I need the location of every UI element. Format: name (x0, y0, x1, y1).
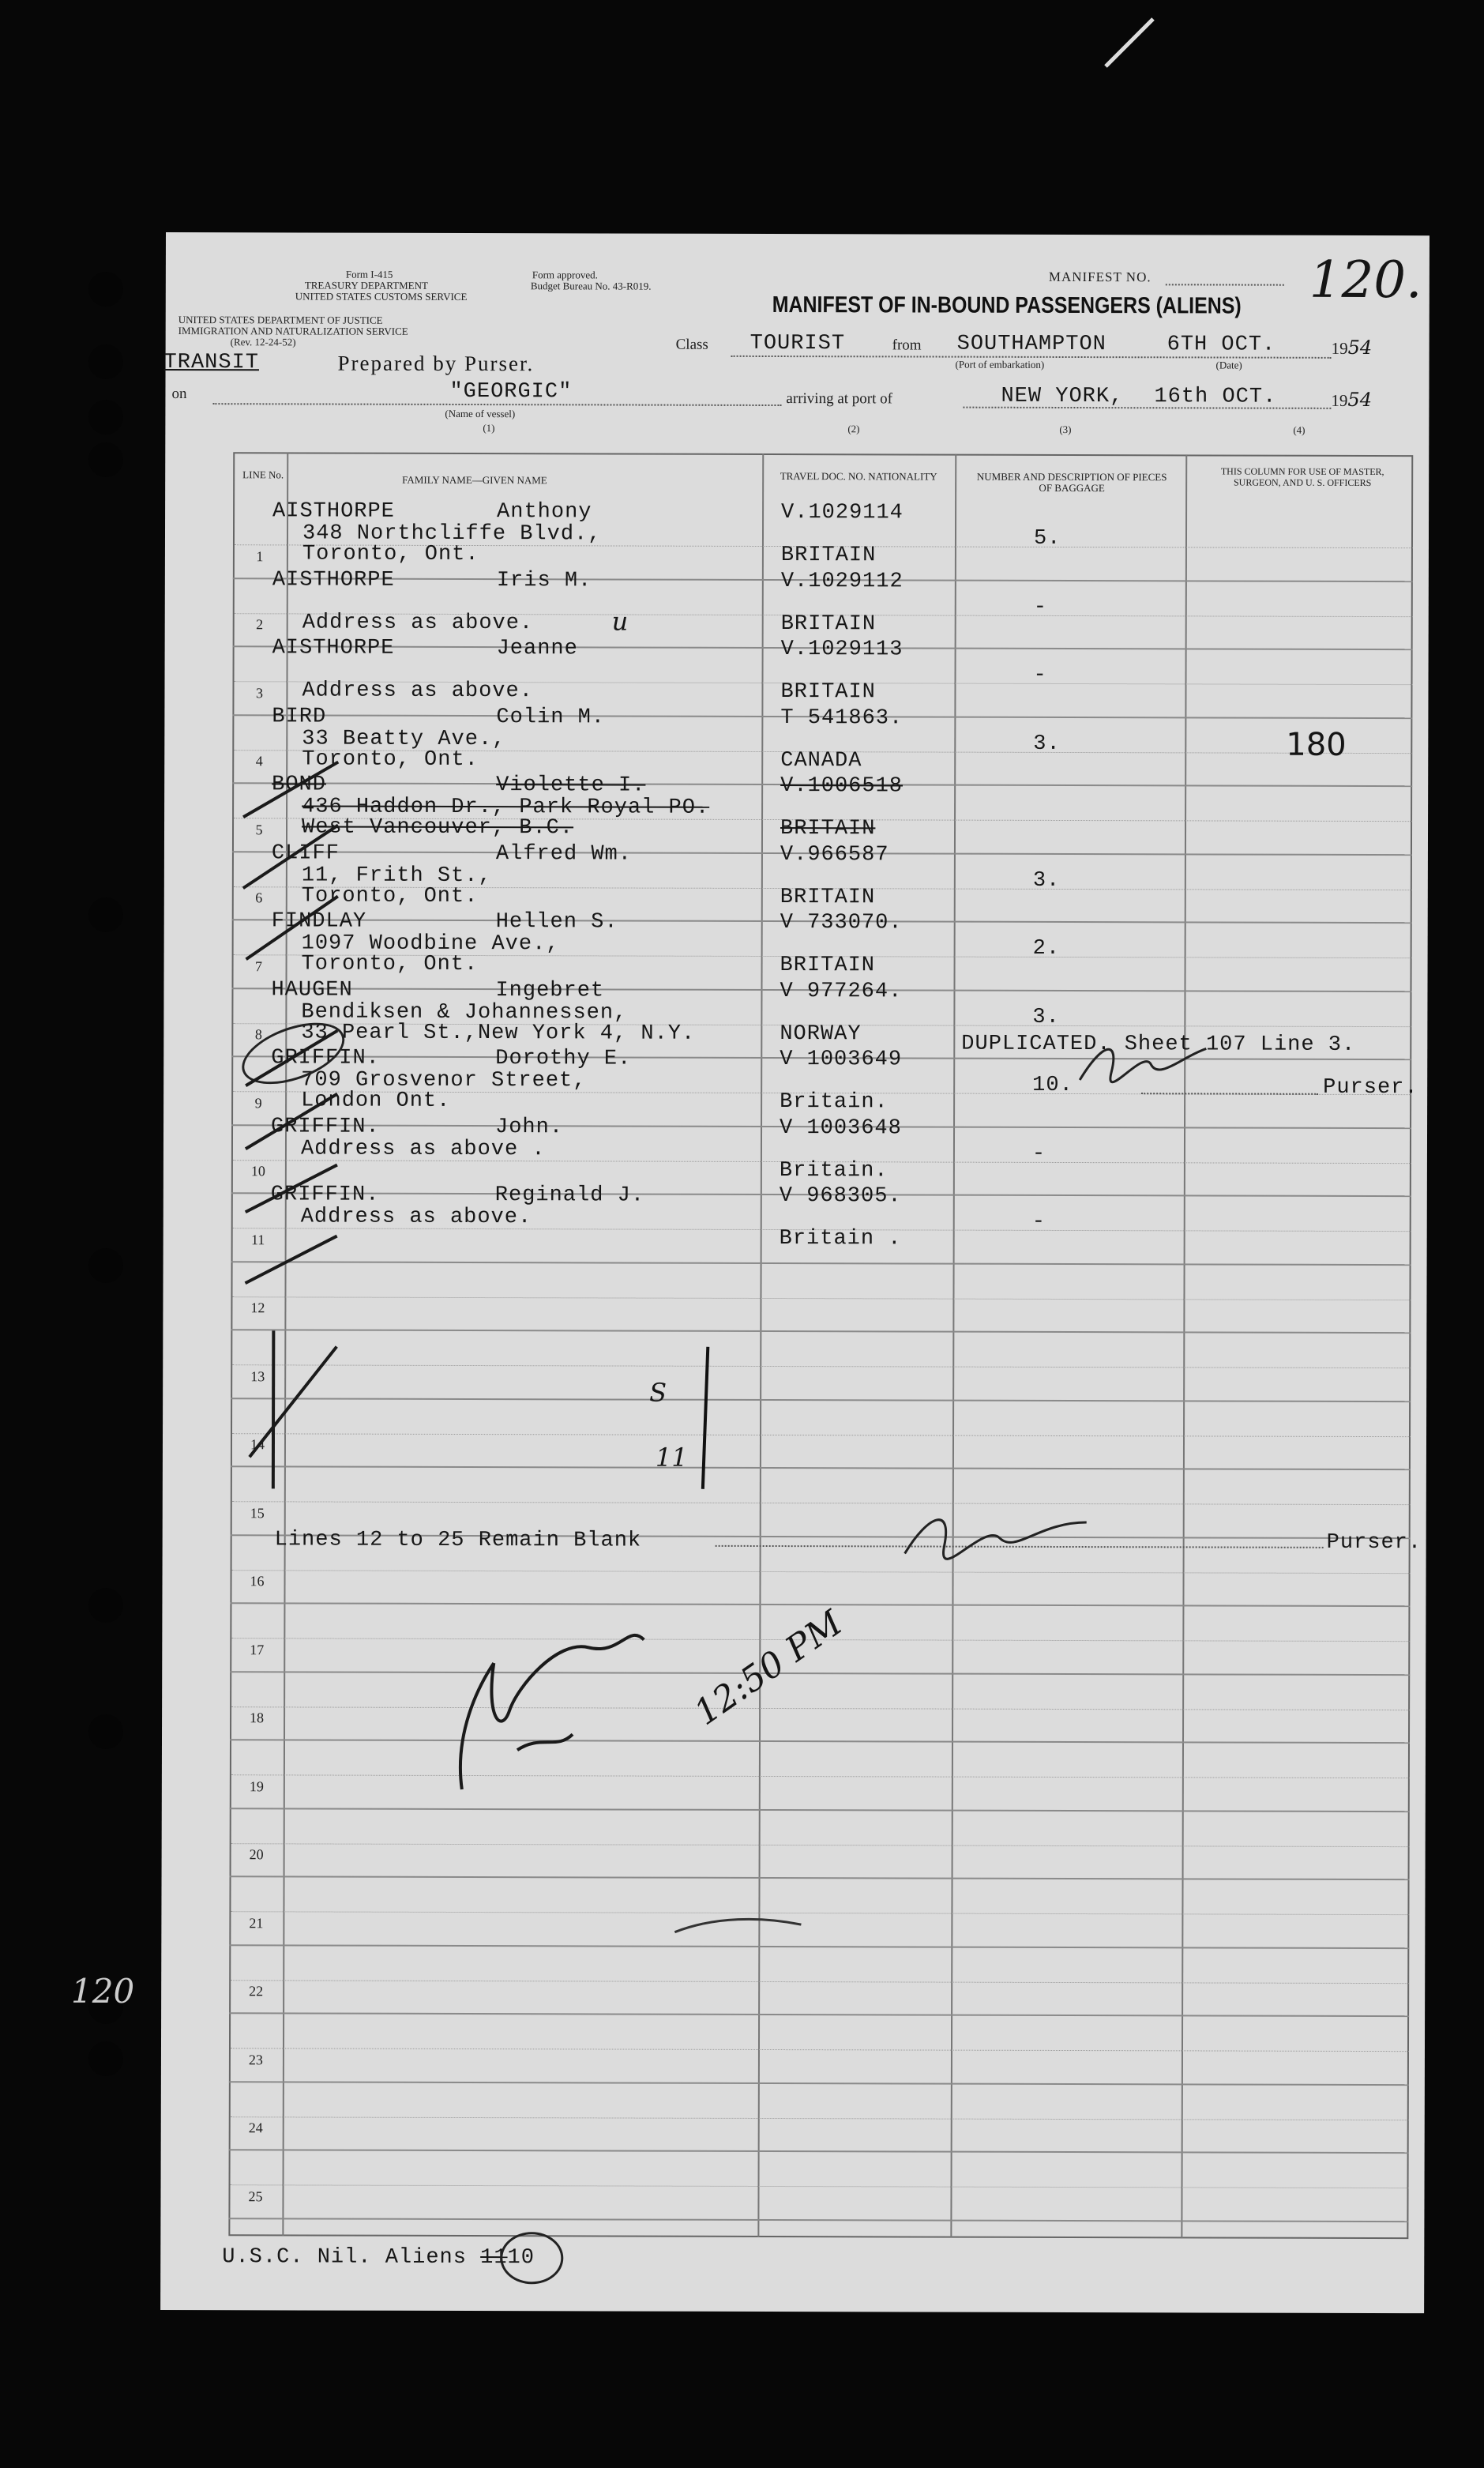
travel-doc: V.1029112 (780, 569, 904, 593)
line-number: 21 (249, 1914, 264, 1931)
blank-lines-note: Lines 12 to 25 Remain Blank (274, 1528, 642, 1553)
address-line: Address as above . (300, 1136, 546, 1161)
travel-doc: V 1003648 (779, 1115, 902, 1140)
arrival-year: 1954 (1331, 388, 1373, 411)
vessel-name: "GEORGIC" (449, 379, 573, 404)
family-name: GRIFFIN. (270, 1114, 380, 1139)
line-number: 7 (255, 957, 263, 974)
blank-purser: Purser. (1326, 1530, 1422, 1556)
address-line: Toronto, Ont. (301, 952, 479, 977)
family-name: GRIFFIN. (270, 1183, 380, 1207)
corner-mark (1098, 11, 1161, 74)
inspector-signature (446, 1592, 684, 1806)
given-name: Colin M. (496, 705, 606, 729)
line-number: 10 (250, 1163, 265, 1179)
family-name: FINDLAY (271, 909, 367, 934)
binder-hole (88, 400, 123, 435)
line-number: 6 (255, 890, 263, 906)
manifest-sheet (160, 232, 1430, 2313)
embark-date: 6TH OCT. (1167, 333, 1276, 357)
given-name: Hellen S. (495, 910, 618, 935)
arriving-label: arriving at port of (786, 390, 893, 408)
duplicated-purser: Purser. (1323, 1075, 1418, 1100)
nationality: BRITAIN (780, 611, 877, 636)
nationality: Britain . (779, 1227, 902, 1251)
address-line: London Ont. (301, 1089, 451, 1113)
family-name: AISTHORPE (272, 567, 395, 593)
line-number: 2 (256, 616, 264, 633)
binder-hole (88, 272, 123, 307)
address-line: 709 Grosvenor Street, (301, 1068, 587, 1093)
travel-doc: V.1006518 (780, 774, 904, 799)
given-name: Jeanne (496, 637, 578, 661)
nationality: Britain. (780, 1090, 889, 1115)
travel-doc: V.1029113 (780, 638, 904, 662)
family-name: HAUGEN (271, 977, 353, 1003)
nationality: BRITAIN (780, 954, 876, 978)
binder-hole (88, 897, 123, 932)
family-name: GRIFFIN. (271, 1046, 380, 1070)
customs-service: UNITED STATES CUSTOMS SERVICE (295, 290, 468, 303)
address-line: 1097 Woodbine Ave., (301, 931, 560, 957)
address-line: 436 Haddon Dr., Park Royal PO. (302, 795, 710, 820)
check-marks (234, 730, 355, 1504)
baggage: - (1033, 663, 1047, 687)
col-officers: THIS COLUMN FOR USE OF MASTER, SURGEON, AND U. S. OFFICERS (1220, 465, 1384, 488)
address-line: Address as above. (300, 1205, 532, 1230)
given-name: Alfred Wm. (495, 841, 633, 867)
hand-initial: u (611, 606, 629, 637)
hand-circle (500, 2232, 563, 2284)
arrival-date: 16th OCT. (1154, 385, 1277, 409)
line-number: 1 (256, 547, 264, 564)
travel-doc: V.1029114 (781, 501, 904, 525)
col-baggage: NUMBER AND DESCRIPTION OF PIECES OF BAGGAGE (976, 470, 1167, 495)
address-line: 33 Pearl St.,New York 4, N.Y. (301, 1020, 696, 1046)
embark-year: 1954 (1331, 336, 1373, 359)
manifest-title: MANIFEST OF IN-BOUND PASSENGERS (ALIENS) (772, 292, 1242, 319)
travel-doc: V 968305. (779, 1184, 902, 1209)
vessel-caption: (Name of vessel) (445, 407, 516, 420)
arrival-line (963, 407, 1331, 409)
form-number: Form I-415 (345, 268, 393, 280)
col3-number: (3) (1059, 423, 1072, 436)
nationality: BRITAIN (780, 544, 877, 568)
embark-caption: (Port of embarkation) (955, 358, 1045, 371)
revision: (Rev. 12-24-52) (230, 336, 296, 348)
treasury-dept: TREASURY DEPARTMENT (304, 279, 428, 292)
nationality: CANADA (780, 748, 862, 773)
arrival-port: NEW YORK, (1001, 384, 1124, 409)
purser-signature (897, 1498, 1103, 1570)
baggage: 5. (1033, 526, 1061, 551)
line-number: 25 (248, 2188, 263, 2204)
on-label: on (171, 386, 187, 403)
address-line: Address as above. (302, 679, 533, 704)
line-number: 22 (249, 1983, 264, 2000)
address-line: 11, Frith St., (301, 863, 492, 888)
line-number: 3 (255, 684, 264, 701)
binder-hole (88, 1588, 123, 1623)
hand-dash (667, 1909, 809, 1940)
baggage: - (1031, 1142, 1046, 1166)
travel-doc: V 1003649 (780, 1048, 903, 1072)
col-travel-doc: TRAVEL DOC. NO. NATIONALITY (780, 470, 937, 483)
binder-hole (88, 344, 123, 379)
line-number: 9 (254, 1094, 262, 1111)
line-number: 24 (248, 2120, 263, 2136)
travel-doc: V.966587 (780, 842, 889, 867)
line-number: 14 (250, 1436, 265, 1453)
given-name: Dorothy E. (495, 1047, 632, 1071)
line-number: 18 (250, 1710, 265, 1726)
prepared-by: Prepared by Purser. (337, 351, 535, 376)
binder-hole (88, 1714, 123, 1749)
col4-number: (4) (1293, 423, 1306, 436)
address-line: 348 Northcliffe Blvd., (302, 521, 602, 547)
footer-total: U.S.C. Nil. Aliens 1110 (222, 2245, 535, 2270)
family-name: CLIFF (271, 841, 340, 866)
line-number: 20 (249, 1846, 264, 1863)
embark-port: SOUTHAMPTON (956, 332, 1106, 357)
from-label: from (892, 337, 922, 354)
nationality: NORWAY (780, 1021, 862, 1046)
nationality: BRITAIN (780, 680, 876, 705)
officer-mark: 180 (1286, 726, 1347, 763)
given-name: Iris M. (496, 568, 592, 593)
ins-service: IMMIGRATION AND NATURALIZATION SERVICE (178, 325, 408, 337)
family-name: AISTHORPE (272, 636, 395, 660)
given-name: Anthony (497, 500, 592, 525)
binder-hole (88, 442, 123, 477)
line-number: 23 (248, 2051, 263, 2067)
given-name: Violette I. (496, 773, 646, 798)
address-line: Toronto, Ont. (302, 747, 479, 772)
hand-bracket (692, 1343, 723, 1493)
address-line: West Vancouver, B.C. (301, 815, 574, 841)
given-name: John. (494, 1115, 564, 1139)
baggage: 3. (1032, 868, 1061, 893)
budget-bureau: Budget Bureau No. 43-R019. (530, 280, 652, 292)
line-number: 4 (255, 753, 263, 769)
line-number: 11 (250, 1231, 265, 1247)
line-number: 17 (250, 1641, 265, 1657)
binder-hole (88, 2041, 123, 2076)
nationality: Britain. (779, 1158, 889, 1183)
line-number: 19 (249, 1778, 264, 1794)
address-line: Toronto, Ont. (301, 883, 479, 909)
line-number: 8 (254, 1026, 262, 1043)
baggage: 10. (1032, 1073, 1073, 1098)
family-name: AISTHORPE (272, 499, 395, 524)
line-number: 13 (250, 1368, 265, 1384)
line-number: 16 (250, 1573, 265, 1590)
line-number: 15 (250, 1504, 265, 1521)
address-line: Address as above. (302, 610, 534, 635)
purser-signature (1072, 1033, 1214, 1096)
address-line: Bendiksen & Johannessen, (301, 999, 628, 1025)
col1-number: (1) (483, 422, 495, 435)
hand-initial: S (649, 1377, 667, 1408)
class-label: Class (675, 336, 708, 353)
duplicated-note: DUPLICATED. Sheet 107 Line 3. (961, 1032, 1356, 1057)
form-approved: Form approved. (532, 269, 598, 281)
manifest-number: 120. (1309, 250, 1422, 310)
margin-number: 120 (71, 1972, 135, 2011)
family-name: BOND (272, 773, 327, 797)
nationality: BRITAIN (780, 817, 876, 841)
given-name: Reginald J. (494, 1183, 645, 1208)
hand-initial: 11 (655, 1442, 688, 1473)
justice-dept: UNITED STATES DEPARTMENT OF JUSTICE (178, 314, 383, 326)
travel-doc: V 733070. (780, 911, 903, 935)
nationality: BRITAIN (780, 885, 876, 909)
address-line: 33 Beatty Ave., (302, 726, 506, 751)
baggage: 3. (1033, 732, 1061, 756)
baggage: - (1031, 1210, 1046, 1234)
col-line-no: LINE No. (242, 468, 284, 481)
col-name: FAMILY NAME—GIVEN NAME (402, 473, 547, 487)
baggage: - (1033, 595, 1048, 619)
line-number: 5 (255, 821, 263, 837)
manifest-no-label: MANIFEST NO. (1048, 269, 1152, 285)
baggage: 3. (1032, 1005, 1060, 1029)
transit-label: TRANSIT (163, 350, 260, 375)
family-name: BIRD (272, 704, 327, 729)
manifest-no-field (1166, 284, 1284, 285)
binder-hole (88, 1248, 123, 1283)
travel-doc: T 541863. (780, 705, 904, 730)
date-caption: (Date) (1215, 359, 1242, 371)
line-number: 12 (250, 1300, 265, 1316)
address-line: Toronto, Ont. (302, 542, 479, 567)
handwritten-time: 12:50 PM (686, 1603, 850, 1733)
given-name: Ingebret (495, 978, 605, 1003)
travel-doc: V 977264. (780, 979, 903, 1003)
baggage: 2. (1032, 936, 1061, 961)
class-value: TOURIST (750, 331, 846, 356)
col2-number: (2) (847, 423, 860, 435)
